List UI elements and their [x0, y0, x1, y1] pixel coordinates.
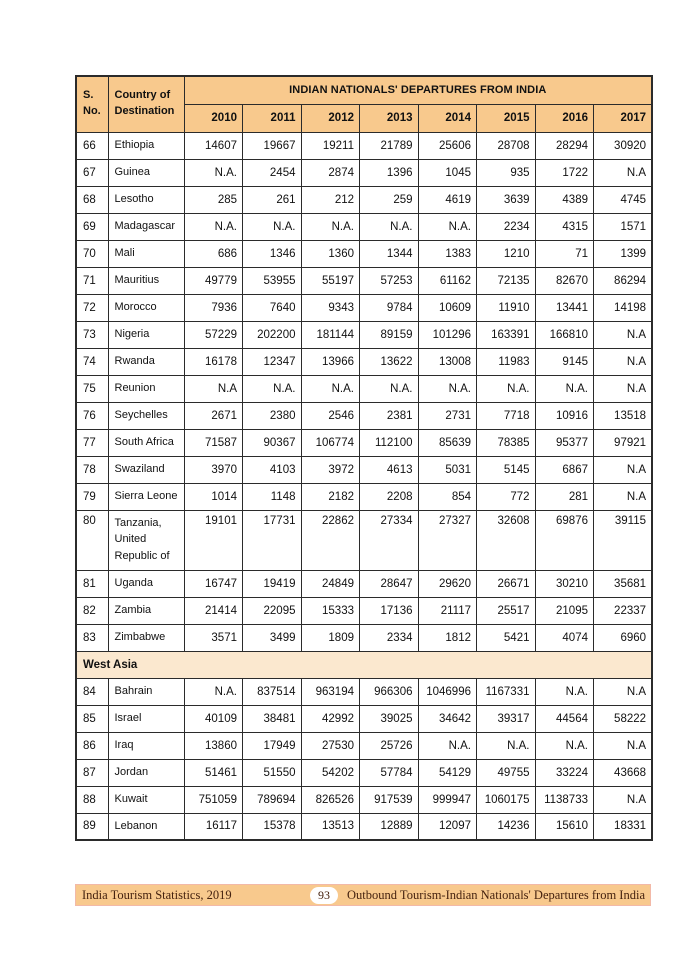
value-cell: 2381 [360, 402, 419, 429]
value-cell: 1809 [301, 624, 360, 651]
value-cell: 1722 [535, 159, 594, 186]
value-cell: 772 [477, 483, 536, 510]
value-cell: 22337 [594, 597, 653, 624]
footer-chapter-title: Outbound Tourism-Indian Nationals' Departures from India [347, 887, 645, 902]
departures-table [75, 75, 653, 841]
sno-column-header [76, 76, 108, 132]
value-cell: 9343 [301, 294, 360, 321]
value-cell: 27327 [418, 510, 477, 570]
sno-cell: 75 [76, 375, 108, 402]
table-row [76, 813, 652, 840]
value-cell: 13518 [594, 402, 653, 429]
value-cell: 1812 [418, 624, 477, 651]
value-cell: 49779 [184, 267, 243, 294]
year-header: 2015 [477, 104, 536, 132]
value-cell: 13622 [360, 348, 419, 375]
value-cell: 12347 [243, 348, 302, 375]
value-cell: N.A [594, 678, 653, 705]
sno-cell: 66 [76, 132, 108, 159]
value-cell: 4315 [535, 213, 594, 240]
sno-cell: 72 [76, 294, 108, 321]
value-cell: 261 [243, 186, 302, 213]
country-cell: Nigeria [108, 321, 184, 348]
value-cell: N.A. [418, 732, 477, 759]
value-cell: N.A. [184, 159, 243, 186]
value-cell: N.A. [535, 732, 594, 759]
value-cell: 19419 [243, 570, 302, 597]
year-header: 2013 [360, 104, 419, 132]
value-cell: 57253 [360, 267, 419, 294]
value-cell: 19101 [184, 510, 243, 570]
value-cell: N.A. [360, 375, 419, 402]
value-cell: 39317 [477, 705, 536, 732]
value-cell: 26671 [477, 570, 536, 597]
sno-cell: 89 [76, 813, 108, 840]
country-column-header [108, 76, 184, 132]
country-cell: Zimbabwe [108, 624, 184, 651]
table-row [76, 348, 652, 375]
value-cell: 6867 [535, 456, 594, 483]
value-cell: 999947 [418, 786, 477, 813]
sno-cell: 71 [76, 267, 108, 294]
sno-cell: 67 [76, 159, 108, 186]
value-cell: 71587 [184, 429, 243, 456]
value-cell: 21095 [535, 597, 594, 624]
country-cell: Israel [108, 705, 184, 732]
value-cell: 30210 [535, 570, 594, 597]
value-cell: 11910 [477, 294, 536, 321]
table-row [76, 294, 652, 321]
value-cell: N.A [594, 456, 653, 483]
value-cell: 5145 [477, 456, 536, 483]
country-header-line1: Country of [114, 89, 171, 102]
value-cell: 16747 [184, 570, 243, 597]
sno-header-line2: No. [83, 105, 101, 118]
value-cell: 826526 [301, 786, 360, 813]
value-cell: 55197 [301, 267, 360, 294]
value-cell: 259 [360, 186, 419, 213]
value-cell: 7640 [243, 294, 302, 321]
value-cell: 42992 [301, 705, 360, 732]
table-row [76, 321, 652, 348]
table-row [76, 597, 652, 624]
sno-cell: 74 [76, 348, 108, 375]
country-cell: Lesotho [108, 186, 184, 213]
country-cell: Iraq [108, 732, 184, 759]
value-cell: N.A. [535, 678, 594, 705]
table-row [76, 705, 652, 732]
value-cell: 3499 [243, 624, 302, 651]
value-cell: 181144 [301, 321, 360, 348]
value-cell: 7936 [184, 294, 243, 321]
value-cell: 57784 [360, 759, 419, 786]
value-cell: 32608 [477, 510, 536, 570]
value-cell: N.A. [301, 213, 360, 240]
table-body [76, 132, 652, 840]
value-cell: N.A. [535, 375, 594, 402]
country-cell: Seychelles [108, 402, 184, 429]
value-cell: N.A. [418, 213, 477, 240]
value-cell: N.A. [243, 213, 302, 240]
value-cell: 2546 [301, 402, 360, 429]
value-cell: 751059 [184, 786, 243, 813]
value-cell: N.A [594, 483, 653, 510]
value-cell: N.A. [360, 213, 419, 240]
country-cell: Sierra Leone [108, 483, 184, 510]
value-cell: 44564 [535, 705, 594, 732]
value-cell: 854 [418, 483, 477, 510]
sno-cell: 78 [76, 456, 108, 483]
value-cell: N.A. [418, 375, 477, 402]
sno-cell: 84 [76, 678, 108, 705]
value-cell: 15333 [301, 597, 360, 624]
table-row [76, 759, 652, 786]
value-cell: 112100 [360, 429, 419, 456]
value-cell: 27334 [360, 510, 419, 570]
value-cell: N.A. [184, 678, 243, 705]
country-cell: South Africa [108, 429, 184, 456]
value-cell: 935 [477, 159, 536, 186]
value-cell: 13513 [301, 813, 360, 840]
value-cell: 1167331 [477, 678, 536, 705]
year-header: 2010 [184, 104, 243, 132]
value-cell: 14236 [477, 813, 536, 840]
value-cell: 33224 [535, 759, 594, 786]
country-cell: Jordan [108, 759, 184, 786]
value-cell: 7718 [477, 402, 536, 429]
value-cell: 1396 [360, 159, 419, 186]
value-cell: 1360 [301, 240, 360, 267]
sno-cell: 80 [76, 510, 108, 570]
value-cell: 69876 [535, 510, 594, 570]
value-cell: 2874 [301, 159, 360, 186]
value-cell: 917539 [360, 786, 419, 813]
country-cell: Uganda [108, 570, 184, 597]
value-cell: 106774 [301, 429, 360, 456]
sno-cell: 82 [76, 597, 108, 624]
value-cell: 27530 [301, 732, 360, 759]
value-cell: 18331 [594, 813, 653, 840]
value-cell: 3571 [184, 624, 243, 651]
table-row [76, 570, 652, 597]
footer-document-title: India Tourism Statistics, 2019 [82, 887, 232, 902]
table-row [76, 213, 652, 240]
value-cell: 2454 [243, 159, 302, 186]
value-cell: 789694 [243, 786, 302, 813]
country-cell: Tanzania, United Republic of [108, 510, 184, 570]
table-row [76, 186, 652, 213]
value-cell: N.A. [477, 375, 536, 402]
section-label: West Asia [76, 651, 652, 678]
value-cell: 19211 [301, 132, 360, 159]
value-cell: 40109 [184, 705, 243, 732]
table-row [76, 240, 652, 267]
country-cell: Mali [108, 240, 184, 267]
value-cell: 38481 [243, 705, 302, 732]
value-cell: 71 [535, 240, 594, 267]
year-header: 2016 [535, 104, 594, 132]
value-cell: 4619 [418, 186, 477, 213]
value-cell: 16117 [184, 813, 243, 840]
value-cell: 1346 [243, 240, 302, 267]
value-cell: 3972 [301, 456, 360, 483]
table-row [76, 159, 652, 186]
value-cell: 202200 [243, 321, 302, 348]
year-header: 2014 [418, 104, 477, 132]
country-cell: Mauritius [108, 267, 184, 294]
value-cell: 1060175 [477, 786, 536, 813]
value-cell: 21414 [184, 597, 243, 624]
value-cell: 963194 [301, 678, 360, 705]
value-cell: 5031 [418, 456, 477, 483]
value-cell: 2182 [301, 483, 360, 510]
header-row-top [76, 76, 652, 104]
page-footer [75, 884, 651, 906]
value-cell: 1344 [360, 240, 419, 267]
value-cell: 85639 [418, 429, 477, 456]
value-cell: 34642 [418, 705, 477, 732]
value-cell: 10609 [418, 294, 477, 321]
value-cell: 17949 [243, 732, 302, 759]
value-cell: N.A [594, 348, 653, 375]
value-cell: 2334 [360, 624, 419, 651]
sno-header-line1: S. [83, 89, 94, 102]
value-cell: 101296 [418, 321, 477, 348]
value-cell: 72135 [477, 267, 536, 294]
value-cell: 25726 [360, 732, 419, 759]
value-cell: 51550 [243, 759, 302, 786]
country-cell: Ethiopia [108, 132, 184, 159]
table-header [76, 76, 652, 132]
value-cell: 14607 [184, 132, 243, 159]
value-cell: 21789 [360, 132, 419, 159]
value-cell: 39115 [594, 510, 653, 570]
value-cell: 1045 [418, 159, 477, 186]
table-row [76, 132, 652, 159]
section-row [76, 651, 652, 678]
value-cell: 10916 [535, 402, 594, 429]
country-cell: Bahrain [108, 678, 184, 705]
value-cell: 29620 [418, 570, 477, 597]
value-cell: 28647 [360, 570, 419, 597]
table-row [76, 429, 652, 456]
table-title-header: INDIAN NATIONALS' DEPARTURES FROM INDIA [184, 76, 652, 104]
country-cell: Swaziland [108, 456, 184, 483]
value-cell: 54129 [418, 759, 477, 786]
value-cell: 78385 [477, 429, 536, 456]
value-cell: 11983 [477, 348, 536, 375]
value-cell: 15378 [243, 813, 302, 840]
value-cell: 17136 [360, 597, 419, 624]
value-cell: 1046996 [418, 678, 477, 705]
value-cell: 12889 [360, 813, 419, 840]
country-cell: Lebanon [108, 813, 184, 840]
value-cell: 1571 [594, 213, 653, 240]
value-cell: 6960 [594, 624, 653, 651]
value-cell: 14198 [594, 294, 653, 321]
sno-cell: 85 [76, 705, 108, 732]
value-cell: 13860 [184, 732, 243, 759]
value-cell: 4103 [243, 456, 302, 483]
value-cell: 95377 [535, 429, 594, 456]
page-number-badge: 93 [310, 887, 338, 904]
value-cell: 22095 [243, 597, 302, 624]
value-cell: 1148 [243, 483, 302, 510]
country-cell: Kuwait [108, 786, 184, 813]
value-cell: 90367 [243, 429, 302, 456]
country-cell: Zambia [108, 597, 184, 624]
value-cell: N.A. [243, 375, 302, 402]
table-row [76, 678, 652, 705]
value-cell: N.A [594, 786, 653, 813]
value-cell: N.A [594, 321, 653, 348]
value-cell: 4074 [535, 624, 594, 651]
value-cell: N.A. [184, 213, 243, 240]
table-row [76, 510, 652, 570]
value-cell: 28708 [477, 132, 536, 159]
value-cell: 35681 [594, 570, 653, 597]
value-cell: 163391 [477, 321, 536, 348]
table-row [76, 483, 652, 510]
value-cell: 89159 [360, 321, 419, 348]
value-cell: 2234 [477, 213, 536, 240]
value-cell: 39025 [360, 705, 419, 732]
value-cell: 3639 [477, 186, 536, 213]
value-cell: 97921 [594, 429, 653, 456]
value-cell: 25517 [477, 597, 536, 624]
value-cell: N.A [594, 732, 653, 759]
value-cell: 1210 [477, 240, 536, 267]
value-cell: 1014 [184, 483, 243, 510]
sno-cell: 86 [76, 732, 108, 759]
value-cell: 9145 [535, 348, 594, 375]
value-cell: 2208 [360, 483, 419, 510]
value-cell: 4745 [594, 186, 653, 213]
value-cell: 49755 [477, 759, 536, 786]
country-cell: Rwanda [108, 348, 184, 375]
value-cell: 51461 [184, 759, 243, 786]
value-cell: 13441 [535, 294, 594, 321]
value-cell: 2671 [184, 402, 243, 429]
table-row [76, 267, 652, 294]
value-cell: N.A [594, 159, 653, 186]
value-cell: 54202 [301, 759, 360, 786]
sno-cell: 87 [76, 759, 108, 786]
value-cell: 4613 [360, 456, 419, 483]
sno-cell: 83 [76, 624, 108, 651]
value-cell: 2731 [418, 402, 477, 429]
year-header: 2012 [301, 104, 360, 132]
country-cell: Guinea [108, 159, 184, 186]
value-cell: 30920 [594, 132, 653, 159]
sno-cell: 70 [76, 240, 108, 267]
year-header: 2017 [594, 104, 653, 132]
value-cell: 28294 [535, 132, 594, 159]
sno-cell: 77 [76, 429, 108, 456]
value-cell: 1383 [418, 240, 477, 267]
value-cell: 212 [301, 186, 360, 213]
value-cell: 281 [535, 483, 594, 510]
value-cell: 86294 [594, 267, 653, 294]
value-cell: 58222 [594, 705, 653, 732]
country-header-line2: Destination [114, 105, 175, 118]
sno-cell: 76 [76, 402, 108, 429]
sno-cell: 81 [76, 570, 108, 597]
value-cell: 2380 [243, 402, 302, 429]
table-row [76, 375, 652, 402]
sno-cell: 69 [76, 213, 108, 240]
value-cell: 13008 [418, 348, 477, 375]
table-row [76, 786, 652, 813]
value-cell: 19667 [243, 132, 302, 159]
table-row [76, 732, 652, 759]
sno-cell: 73 [76, 321, 108, 348]
year-header: 2011 [243, 104, 302, 132]
value-cell: 43668 [594, 759, 653, 786]
value-cell: 82670 [535, 267, 594, 294]
value-cell: N.A. [477, 732, 536, 759]
sno-cell: 79 [76, 483, 108, 510]
country-cell: Morocco [108, 294, 184, 321]
value-cell: 3970 [184, 456, 243, 483]
value-cell: N.A [184, 375, 243, 402]
value-cell: 9784 [360, 294, 419, 321]
value-cell: N.A [594, 375, 653, 402]
value-cell: 285 [184, 186, 243, 213]
value-cell: 166810 [535, 321, 594, 348]
value-cell: 966306 [360, 678, 419, 705]
value-cell: 17731 [243, 510, 302, 570]
table-row [76, 456, 652, 483]
country-cell: Reunion [108, 375, 184, 402]
value-cell: 12097 [418, 813, 477, 840]
table-row [76, 624, 652, 651]
table-row [76, 402, 652, 429]
value-cell: 15610 [535, 813, 594, 840]
value-cell: 61162 [418, 267, 477, 294]
value-cell: 24849 [301, 570, 360, 597]
value-cell: 4389 [535, 186, 594, 213]
value-cell: 22862 [301, 510, 360, 570]
value-cell: 1399 [594, 240, 653, 267]
value-cell: 25606 [418, 132, 477, 159]
value-cell: 5421 [477, 624, 536, 651]
sno-cell: 68 [76, 186, 108, 213]
value-cell: 16178 [184, 348, 243, 375]
value-cell: 13966 [301, 348, 360, 375]
sno-cell: 88 [76, 786, 108, 813]
value-cell: 837514 [243, 678, 302, 705]
value-cell: N.A. [301, 375, 360, 402]
value-cell: 21117 [418, 597, 477, 624]
value-cell: 57229 [184, 321, 243, 348]
value-cell: 53955 [243, 267, 302, 294]
country-cell: Madagascar [108, 213, 184, 240]
value-cell: 1138733 [535, 786, 594, 813]
value-cell: 686 [184, 240, 243, 267]
